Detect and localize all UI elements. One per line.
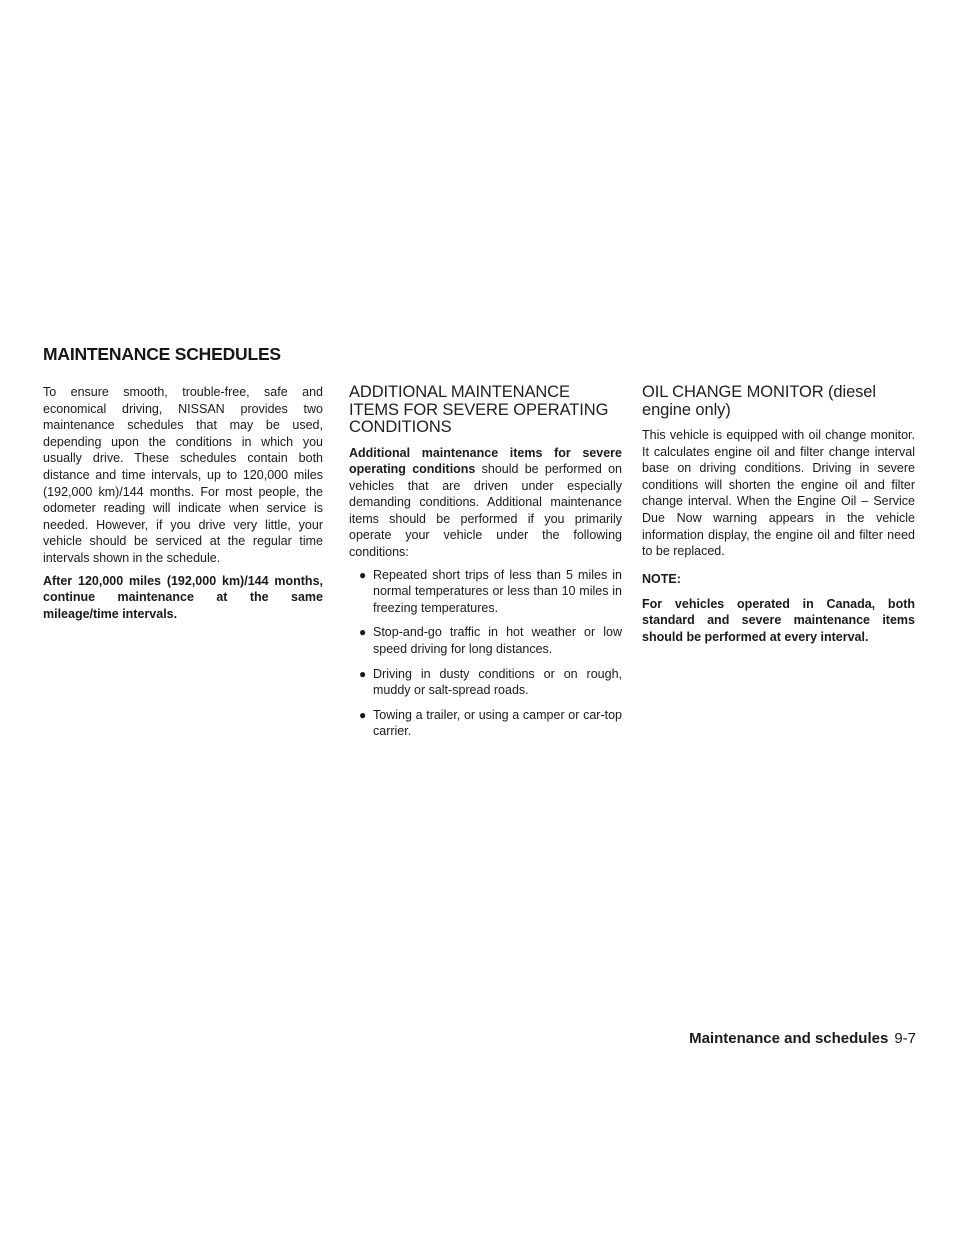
list-item-text: Stop-and-go traffic in hot weather or low speed driving for long distances. — [373, 625, 622, 657]
note-text: For vehicles operated in Canada, both standard and severe maintenance items should be performed at every interval. — [642, 596, 915, 644]
list-item — [349, 567, 622, 617]
conditions-list — [349, 567, 622, 740]
oil-monitor-heading: OIL CHANGE MONITOR (diesel engine only) — [642, 383, 876, 419]
column-intro — [43, 384, 323, 622]
intro-paragraph: To ensure smooth, trouble-free, safe and economical driving, NISSAN provides two maintenance schedules that may be used, depending upon the conditions in which you usually drive. These schedules contain both distance and time intervals, up to 120,000 miles (192,000 km)/144 months. For most people, the odometer reading will indicate when service is needed. However, if you drive very little, your vehicle should be serviced at the regular time intervals shown in the schedule. — [43, 385, 323, 565]
mileage-note: After 120,000 miles (192,000 km)/144 months, continue maintenance at the same mileage/time intervals. — [43, 573, 323, 621]
severe-conditions-heading: ADDITIONAL MAINTENANCE ITEMS FOR SEVERE OPERATING CONDITIONS — [349, 383, 609, 436]
column-oil-monitor — [642, 384, 915, 668]
page-number: 9-7 — [894, 1030, 916, 1047]
list-item — [349, 666, 622, 699]
column-severe-conditions — [349, 384, 622, 770]
list-item — [349, 707, 622, 740]
bullet-icon: ● — [359, 567, 367, 582]
bullet-icon: ● — [359, 707, 367, 722]
severe-conditions-lead-bold: Additional maintenance items for severe operating conditions — [349, 445, 622, 477]
severe-conditions-lead-text: should be performed on vehicles that are driven under especially demanding conditions. Additional maintenance items should be performed if you primarily operate your vehicle under the following conditions: — [349, 462, 622, 560]
page-footer — [689, 1030, 916, 1047]
bullet-icon: ● — [359, 666, 367, 681]
list-item — [349, 624, 622, 657]
list-item-text: Repeated short trips of less than 5 miles in normal temperatures or less than 10 miles in freezing temperatures. — [373, 567, 622, 615]
severe-conditions-lead — [349, 445, 622, 561]
page-title: MAINTENANCE SCHEDULES — [43, 344, 281, 364]
footer-section-title: Maintenance and schedules — [689, 1030, 889, 1047]
list-item-text: Driving in dusty conditions or on rough, muddy or salt-spread roads. — [373, 666, 622, 698]
bullet-icon: ● — [359, 625, 367, 640]
list-item-text: Towing a trailer, or using a camper or car-top carrier. — [373, 707, 622, 739]
note-label: NOTE: — [642, 571, 681, 586]
oil-monitor-body: This vehicle is equipped with oil change monitor. It calculates engine oil and filter change interval base on driving conditions. Driving in severe conditions will shorten the engine oil and filter change interval. When the Engine Oil – Service Due Now warning appears in the vehicle information display, the engine oil and filter need to be replaced. — [642, 428, 915, 559]
